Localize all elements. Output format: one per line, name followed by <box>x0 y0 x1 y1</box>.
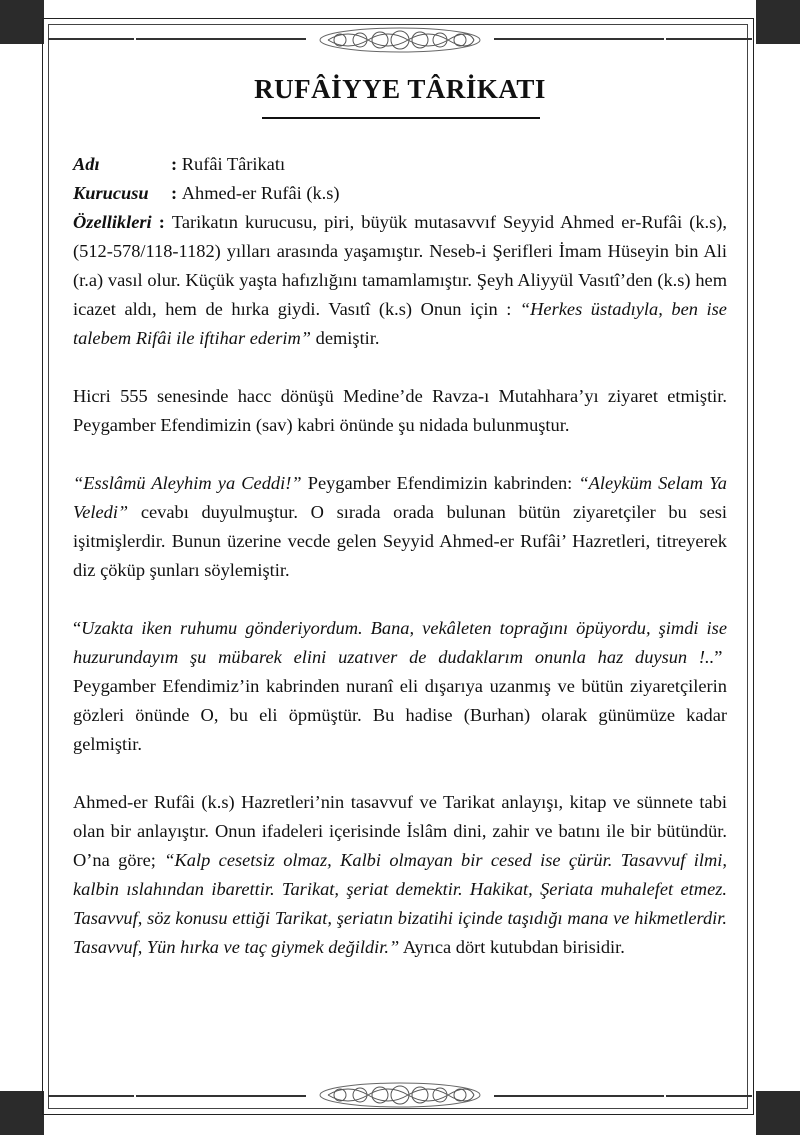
ornament-bottom-icon <box>318 1081 482 1109</box>
bottom-rule-right-short <box>666 1095 752 1097</box>
paragraph-4-quote: “Kalp cesetsiz olmaz, Kalbi olmayan bir cesed ise çürür. Tasavvuf ilmi, kalbin ıslahından ibarettir. Tarikat, şeriat demektir. Hakikat, Şeriata muhalefet etmez. Tasavvuf, söz konusu ettiği Tarikat, şeriatın bizatihi içinde taşıdığı mana ve hikmetlerdir. Tasavvuf, Yün hırka ve taç giymek değildir.” <box>73 850 727 957</box>
field-adi-value: Rufâi Târikatı <box>181 154 286 174</box>
field-ozellikleri-end: demiştir. <box>315 328 380 348</box>
top-rule-right-short <box>666 38 752 40</box>
paragraph-2-quote-2: “Aleyküm Selam Ya Veledi” <box>73 473 727 522</box>
bottom-rule-left-short <box>48 1095 134 1097</box>
paragraph-2-quote-1: “Esslâmü Aleyhim ya Ceddi!” <box>73 473 302 493</box>
corner-block-bottom-right <box>756 1091 800 1135</box>
field-adi-label: Adı <box>73 154 100 174</box>
page-title: RUFÂİYYE TÂRİKATI <box>254 74 546 104</box>
field-ozellikleri: Özellikleri : Tarikatın kurucusu, piri, büyük mutasavvıf Seyyid Ahmed er-Rufâi (k.s), (512-578/118-1182) yılları arasında yaşamıştır. Neseb-i Şerifleri İmam Hüseyin bin Ali (r.a) vasıl olur. Küçük yaşta hafızlığını tamamlamıştır. Şeyh Aliyyül Vasıtî’den (k.s) hem icazet aldı, hem de hırka giydi. Vasıtî (k.s) Onun için : “Herkes üstadıyla, ben ise talebem Rifâi ile iftihar ederim” demiştir. <box>73 208 727 353</box>
paragraph-1: Hicri 555 senesinde hacc dönüşü Medine’de Ravza-ı Mutahhara’yı ziyaret etmiştir. Peygamber Efendimizin (sav) kabri önünde şu nidada bulunmuştur. <box>73 386 727 435</box>
top-rule-right <box>494 38 664 40</box>
field-ozellikleri-text: Tarikatın kurucusu, piri, büyük mutasavvıf Seyyid Ahmed er-Rufâi (k.s), (512-578/118-1182) yılları arasında yaşamıştır. Neseb-i Şerifleri İmam Hüseyin bin Ali (r.a) vasıl olur. Küçük yaşta hafızlığını tamamlamıştır. Şeyh Aliyyül Vasıtî’den (k.s) hem icazet aldı, hem de hırka giydi. Vasıtî (k.s) Onun için : <box>73 212 728 319</box>
bottom-rule-right <box>494 1095 664 1097</box>
paragraph-4 <box>73 788 727 962</box>
field-adi: Adı : Rufâi Târikatı <box>73 150 727 179</box>
title-underline <box>262 117 540 119</box>
field-ozellikleri-quote: “Herkes üstadıyla, ben ise talebem Rifâi ile iftihar ederim” <box>73 299 727 348</box>
paragraph-3-quote: Uzakta iken ruhumu gönderiyordum. Bana, vekâleten toprağını öpüyordu, şimdi ise huzurundayım şu mübarek elini uzatıver de dudaklarım onunla haz duysun !.. <box>73 618 727 667</box>
field-kurucusu-label: Kurucusu <box>73 183 149 203</box>
paragraph-2 <box>73 469 727 585</box>
document-body <box>73 150 727 962</box>
top-rule-left <box>136 38 306 40</box>
bottom-rule-left <box>136 1095 306 1097</box>
field-kurucusu-value: Ahmed-er Rufâi (k.s) <box>181 183 340 203</box>
field-ozellikleri-label: Özellikleri <box>73 212 152 232</box>
paragraph-3-open-quote: “ <box>73 618 82 638</box>
paragraph-2-text-1: Peygamber Efendimizin kabrinden: <box>307 473 573 493</box>
ornament-top-icon <box>318 26 482 54</box>
paragraph-2-text-2: cevabı duyulmuştur. O sırada orada bulunan bütün ziyaretçiler bu sesi işitmişlerdir. Bunun üzerine vecde gelen Seyyid Ahmed-er Rufâi’ Hazretleri, titreyerek diz çöküp şunları söylemiştir. <box>73 502 727 580</box>
corner-block-top-left <box>0 0 44 44</box>
paragraph-3 <box>73 614 727 759</box>
paragraph-3-text: Peygamber Efendimiz’in kabrinden nuranî eli dışarıya uzanmış ve bütün ziyaretçilerin gözleri önünde O, bu eli öpmüştür. Bu hadise (Burhan) olarak günümüze kadar gelmiştir. <box>73 676 727 754</box>
corner-block-top-right <box>756 0 800 44</box>
field-kurucusu: Kurucusu : Ahmed-er Rufâi (k.s) <box>73 179 727 208</box>
paragraph-4-text-1: Ahmed-er Rufâi (k.s) Hazretleri’nin tasavvuf ve Tarikat anlayışı, kitap ve sünnete tabi olan bir anlayıştır. Onun ifadeleri içerisinde İslâm dini, zahir ve batını ile bir bütündür. O’na göre; <box>73 792 727 870</box>
paragraph-4-text-2: Ayrıca dört kutubdan birisidir. <box>402 937 625 957</box>
corner-block-bottom-left <box>0 1091 44 1135</box>
top-rule-left-short <box>48 38 134 40</box>
paragraph-3-close-quote: ” <box>714 647 723 667</box>
